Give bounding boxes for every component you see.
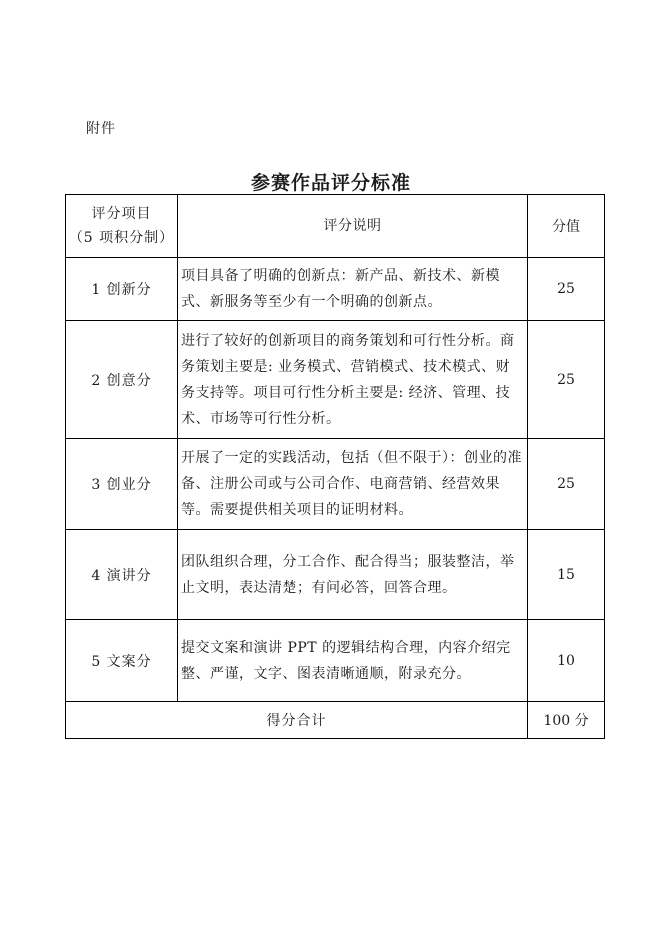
row-description: 开展了一定的实践活动，包括（但不限于）：创业的准备、注册公司或与公司合作、电商营销、经营效果等。需要提供相关项目的证明材料。	[178, 439, 528, 530]
row-description: 提交文案和演讲 PPT 的逻辑结构合理，内容介绍完整、严谨，文字、图表清晰通顺，附录充分。	[178, 620, 528, 702]
row-item: 5 文案分	[66, 620, 178, 702]
row-score: 25	[528, 258, 605, 321]
table-row	[66, 321, 605, 439]
header-description: 评分说明	[178, 195, 528, 258]
row-description: 团队组织合理，分工合作、配合得当；服装整洁，举止文明，表达清楚；有问必答，回答合理。	[178, 530, 528, 620]
page-title: 参赛作品评分标准	[250, 172, 411, 194]
row-item: 4 演讲分	[66, 530, 178, 620]
header-item	[66, 195, 178, 258]
row-description: 进行了较好的创新项目的商务策划和可行性分析。商务策划主要是: 业务模式、营销模式、技术模式、财务支持等。项目可行性分析主要是: 经济、管理、技术、市场等可行性分析。	[178, 321, 528, 439]
row-score: 25	[528, 439, 605, 530]
scoring-table	[65, 194, 605, 739]
row-score: 10	[528, 620, 605, 702]
table-row	[66, 439, 605, 530]
table-row	[66, 258, 605, 321]
table-header-row	[66, 195, 605, 258]
row-score: 15	[528, 530, 605, 620]
row-score: 25	[528, 321, 605, 439]
row-description: 项目具备了明确的创新点：新产品、新技术、新模式、新服务等至少有一个明确的创新点。	[178, 258, 528, 321]
table-row	[66, 620, 605, 702]
table-total-row	[66, 702, 605, 739]
row-item: 1 创新分	[66, 258, 178, 321]
total-score: 100 分	[528, 702, 605, 739]
row-item: 3 创业分	[66, 439, 178, 530]
header-item-line2: （5 项积分制）	[68, 230, 175, 246]
row-item: 2 创意分	[66, 321, 178, 439]
total-label: 得分合计	[66, 702, 528, 739]
header-score: 分值	[528, 195, 605, 258]
table-row	[66, 530, 605, 620]
annex-label: 附件	[86, 121, 116, 137]
header-item-line1: 评分项目	[91, 206, 152, 222]
